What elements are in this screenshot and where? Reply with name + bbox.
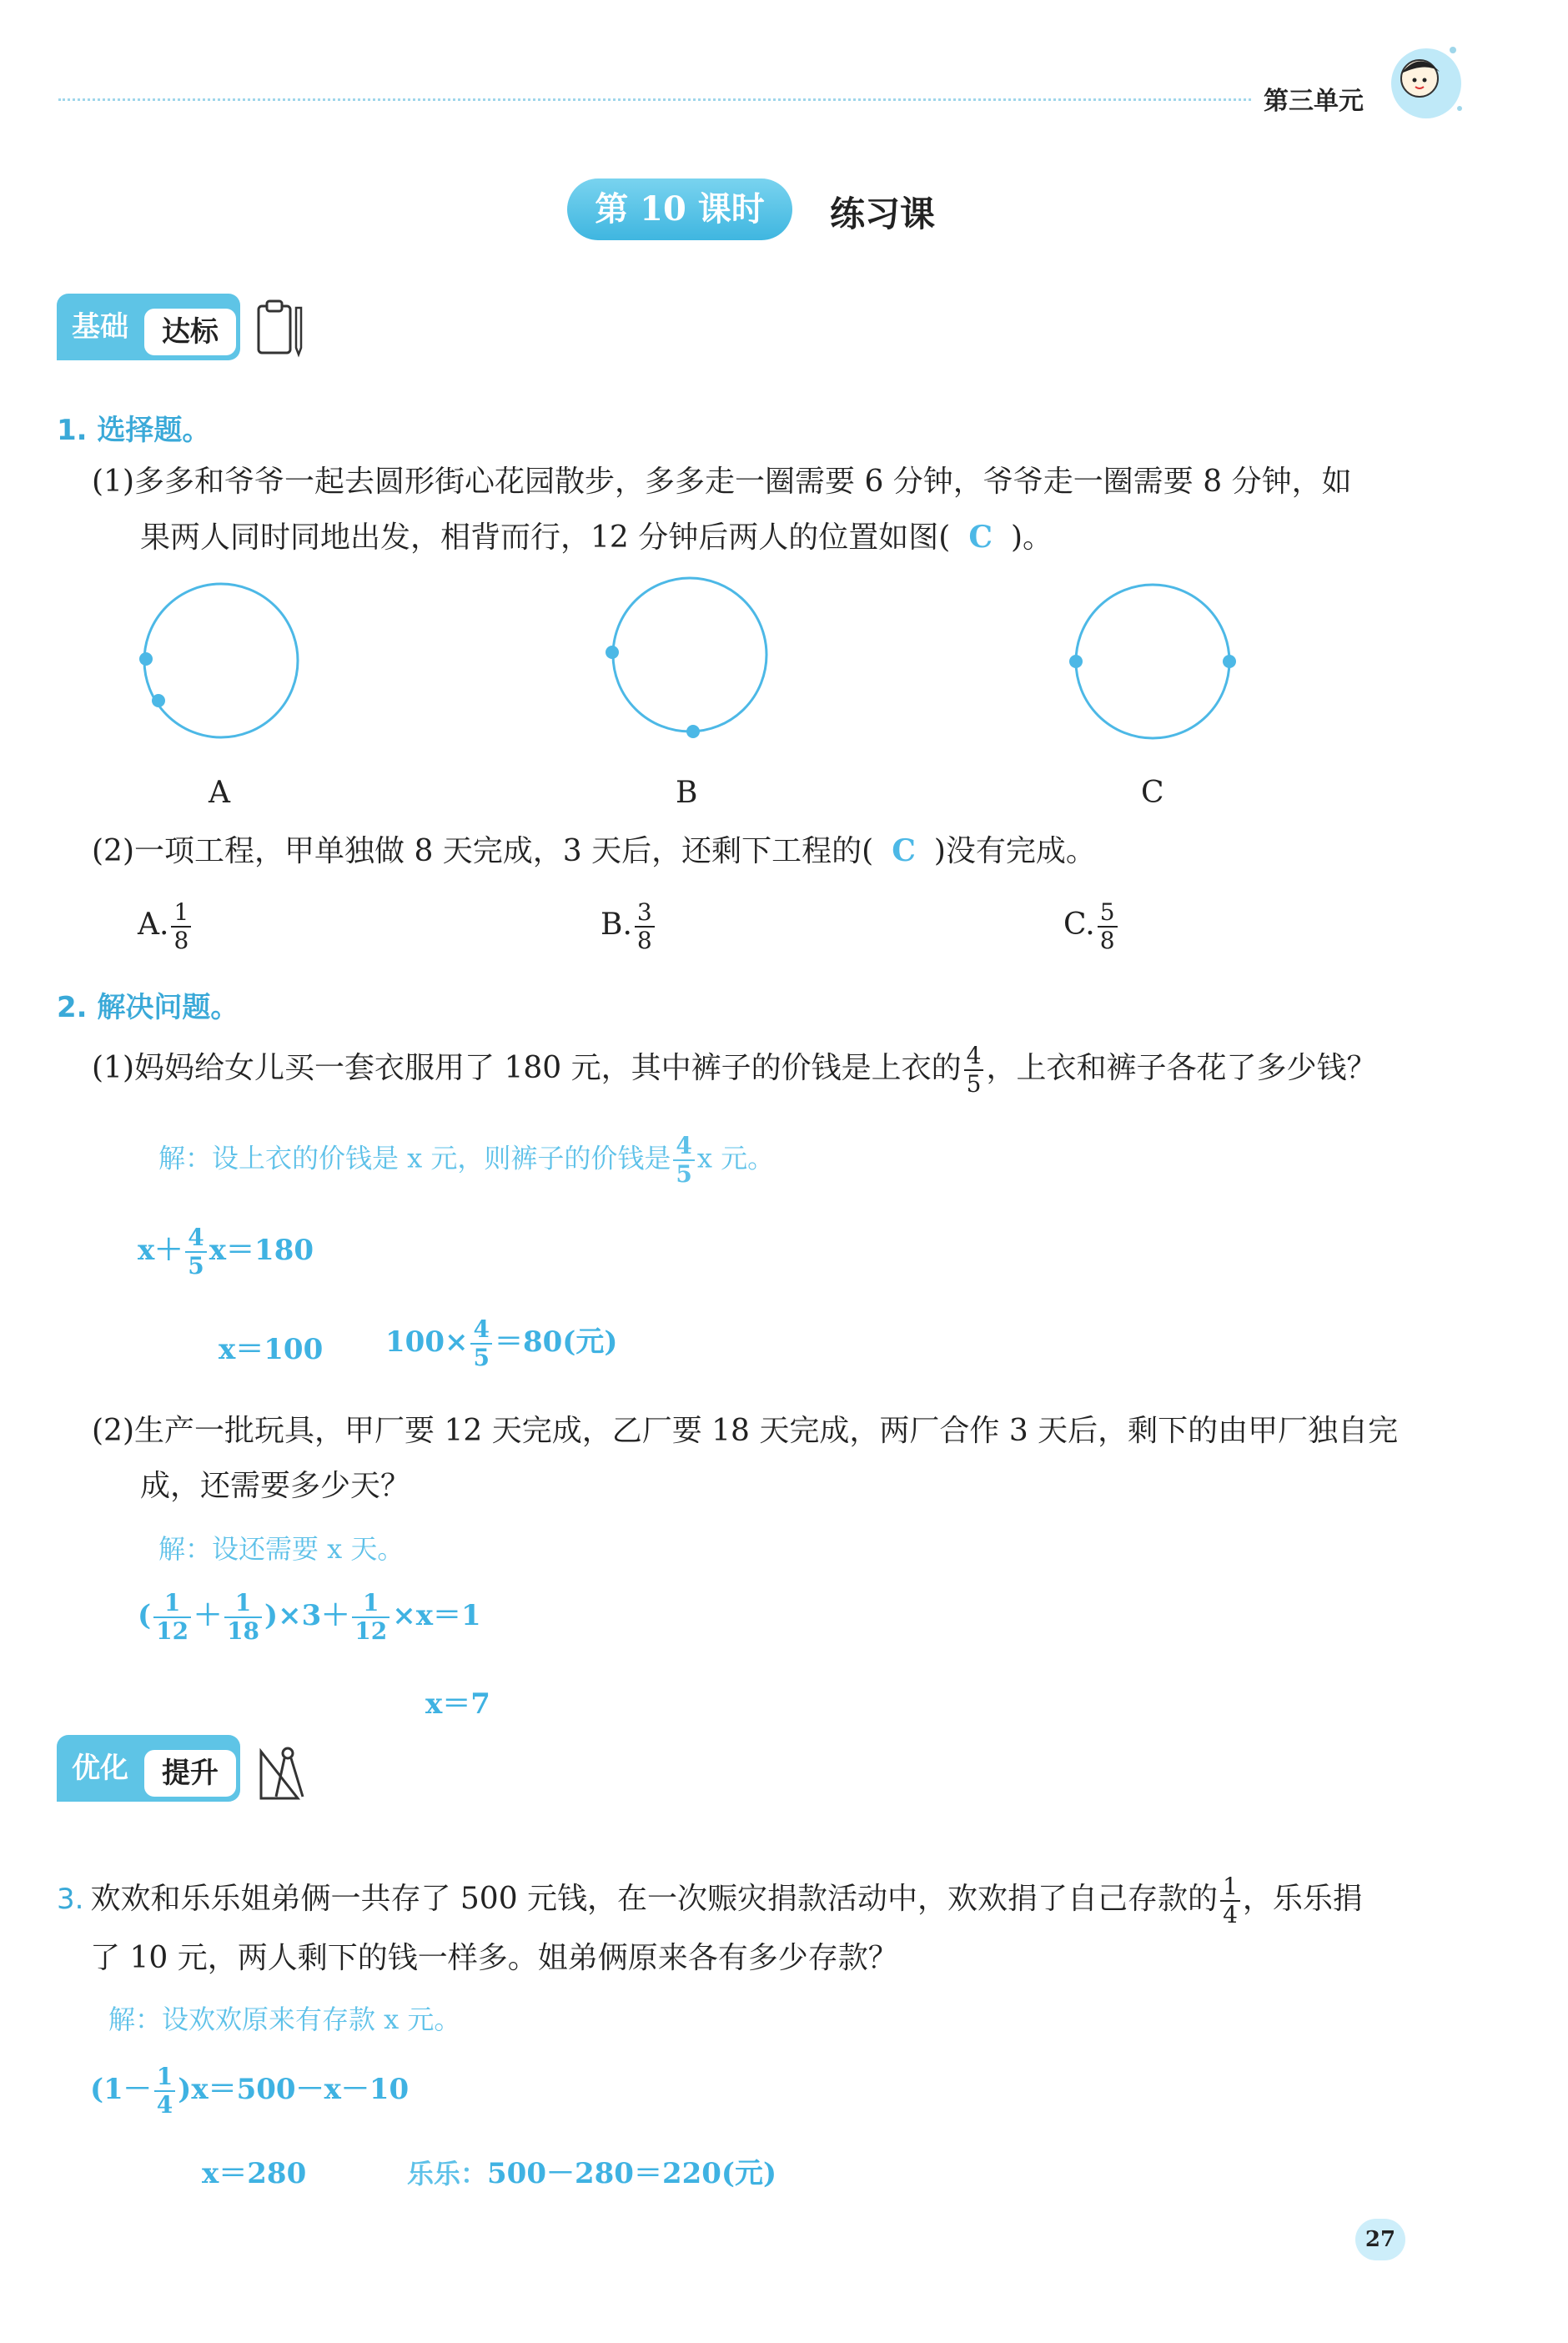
- circle-diagram-b: [596, 571, 780, 758]
- q2-part2-result: x＝7: [425, 1687, 490, 1721]
- q1-part1-line2: 果两人同时同地出发，相背而行，12 分钟后两人的位置如图( C )。: [140, 520, 1053, 555]
- q2-part1-equation: x＋ $\frac{4}{5}$ x＝180: [138, 1224, 314, 1280]
- circle-label-c: C: [1141, 776, 1164, 810]
- q3-line2: 了 10 元，两人剩下的钱一样多。姐弟俩原来各有多少存款？: [90, 1941, 898, 1975]
- q2-part2-solution-intro: 解：设还需要 x 天。: [158, 1533, 405, 1565]
- section-tag-right: 达标: [144, 309, 236, 355]
- option-b: B. $\frac{3}{8}$: [601, 901, 657, 953]
- position-dot: [1069, 655, 1083, 668]
- position-dot: [686, 725, 700, 738]
- option-c: C. $\frac{5}{8}$: [1063, 901, 1120, 953]
- section-tag-left: 基础: [72, 310, 128, 344]
- page-number: 27: [1355, 2219, 1405, 2260]
- position-dot: [139, 652, 153, 666]
- q2-part1-pants-price: 100× $\frac{4}{5}$ ＝80(元): [385, 1315, 618, 1371]
- circle-label-a: A: [209, 776, 230, 810]
- position-dot: [1223, 655, 1236, 668]
- q2-part1-solution-intro: 解：设上衣的价钱是 x 元，则裤子的价钱是 $\frac{4}{5}$ x 元。: [158, 1132, 775, 1188]
- circle-label-b: B: [676, 776, 698, 810]
- question-2-heading: 2. 解决问题。: [57, 991, 239, 1024]
- lesson-title: 练习课: [830, 194, 936, 234]
- section-tag-right: 提升: [144, 1750, 236, 1797]
- q2-part2-line1: (2)生产一批玩具，甲厂要 12 天完成，乙厂要 18 天完成，两厂合作 3 天后，剩下的由甲厂独自完: [92, 1414, 1399, 1448]
- q3-line1: 3. 欢欢和乐乐姐弟俩一共存了 500 元钱，在一次赈灾捐款活动中，欢欢捐了自己存款的 $\frac{1}{4}$ ，乐乐捐: [57, 1873, 1363, 1928]
- mascot-illustration: [1376, 25, 1476, 128]
- question-1-heading: 1. 选择题。: [57, 414, 211, 447]
- option-a: A. $\frac{1}{8}$: [138, 901, 193, 953]
- q2-part2-equation: ( $\frac{1}{12}$ ＋ $\frac{1}{18}$ )×3＋ $\frac{1}{12}$ ×x＝1: [138, 1589, 481, 1645]
- circle-diagram-c: [1059, 576, 1243, 762]
- circle-diagram-a: [133, 576, 317, 762]
- section-tag-left: 优化: [72, 1752, 128, 1785]
- unit-title: 第三单元: [1264, 87, 1364, 116]
- q1-part1-line1: (1)多多和爷爷一起去圆形街心花园散步，多多走一圈需要 6 分钟，爷爷走一圈需要 8 分钟，如: [92, 465, 1352, 499]
- ruler-compass-icon: [254, 1742, 313, 1808]
- q1-part1-answer: C: [968, 520, 993, 555]
- header-divider: [58, 98, 1251, 101]
- q2-part2-line2: 成，还需要多少天？: [140, 1469, 411, 1503]
- q2-part1: (1)妈妈给女儿买一套衣服用了 180 元，其中裤子的价钱是上衣的 $\frac{4}{5}$ ，上衣和裤子各花了多少钱？: [92, 1042, 1377, 1098]
- q3-solution-intro: 解：设欢欢原来有存款 x 元。: [108, 2004, 461, 2035]
- lesson-number-badge: 第 10 课时: [567, 178, 792, 240]
- q1-part2: (2)一项工程，甲单独做 8 天完成，3 天后，还剩下工程的( C )没有完成。: [92, 833, 1096, 868]
- clipboard-icon: [254, 296, 304, 362]
- q2-part1-result: x＝100: [219, 1333, 324, 1366]
- position-dot: [152, 694, 165, 707]
- question-3-number: 3.: [57, 1883, 84, 1916]
- position-dot: [606, 646, 619, 659]
- q1-part2-answer: C: [892, 833, 916, 868]
- q3-result: x＝280: [202, 2157, 307, 2190]
- q3-equation: (1－ $\frac{1}{4}$ )x＝500－x－10: [90, 2063, 410, 2119]
- q3-lele-amount: 乐乐：500－280＝220(元): [407, 2157, 777, 2190]
